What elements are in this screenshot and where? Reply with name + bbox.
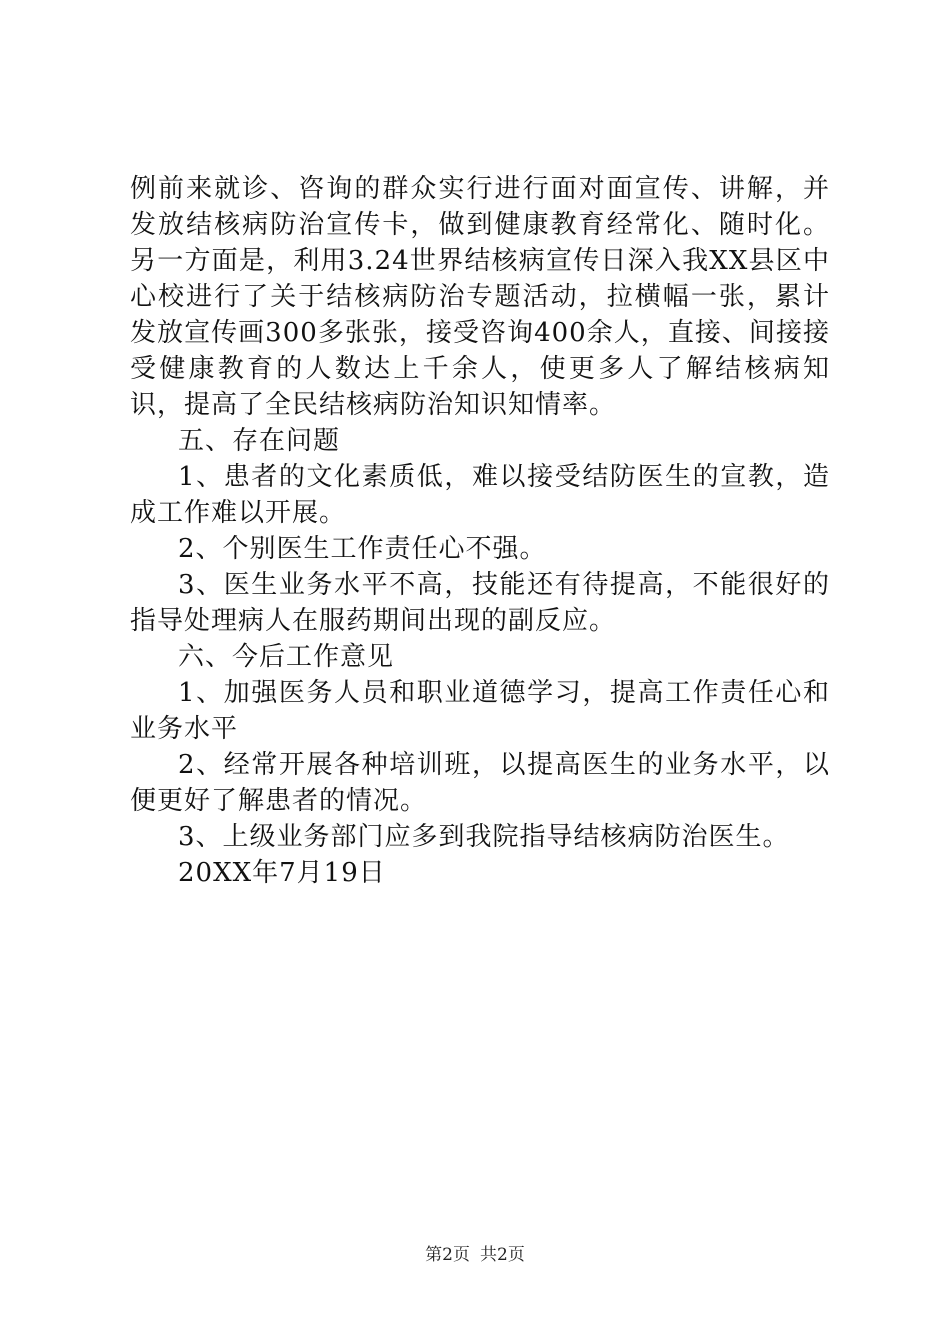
heading-future-work: 六、今后工作意见 [178,642,395,672]
opinion-item-2: 2、经常开展各种培训班，以提高医生的业务水平，以便更好了解患者的情况。 [130,750,830,816]
page-total: 共2页 [480,1245,525,1265]
heading-existing-problems: 五、存在问题 [178,426,341,456]
opinion-item-3: 3、上级业务部门应多到我院指导结核病防治医生。 [178,822,790,852]
page-footer [0,1243,950,1267]
problem-item-3: 3、医生业务水平不高，技能还有待提高，不能很好的指导处理病人在服药期间出现的副反应。 [130,570,830,636]
problem-item-2: 2、个别医生工作责任心不强。 [178,534,547,564]
problem-item-1: 1、患者的文化素质低，难以接受结防医生的宣教，造成工作难以开展。 [130,462,830,528]
document-date: 20XX年7月19日 [178,858,386,888]
page-number: 第2页 [425,1245,470,1265]
document-body [130,171,830,891]
paragraph-health-education: 例前来就诊、咨询的群众实行进行面对面宣传、讲解，并发放结核病防治宣传卡，做到健康教育经常化、随时化。另一方面是，利用3.24世界结核病宣传日深入我XX县区中心校进行了关于结核病防治专题活动，拉横幅一张，累计发放宣传画300多张张，接受咨询400余人，直接、间接接受健康教育的人数达上千余人，使更多人了解结核病知识，提高了全民结核病防治知识知情率。 [130,174,830,420]
opinion-item-1: 1、加强医务人员和职业道德学习，提高工作责任心和业务水平 [130,678,830,744]
